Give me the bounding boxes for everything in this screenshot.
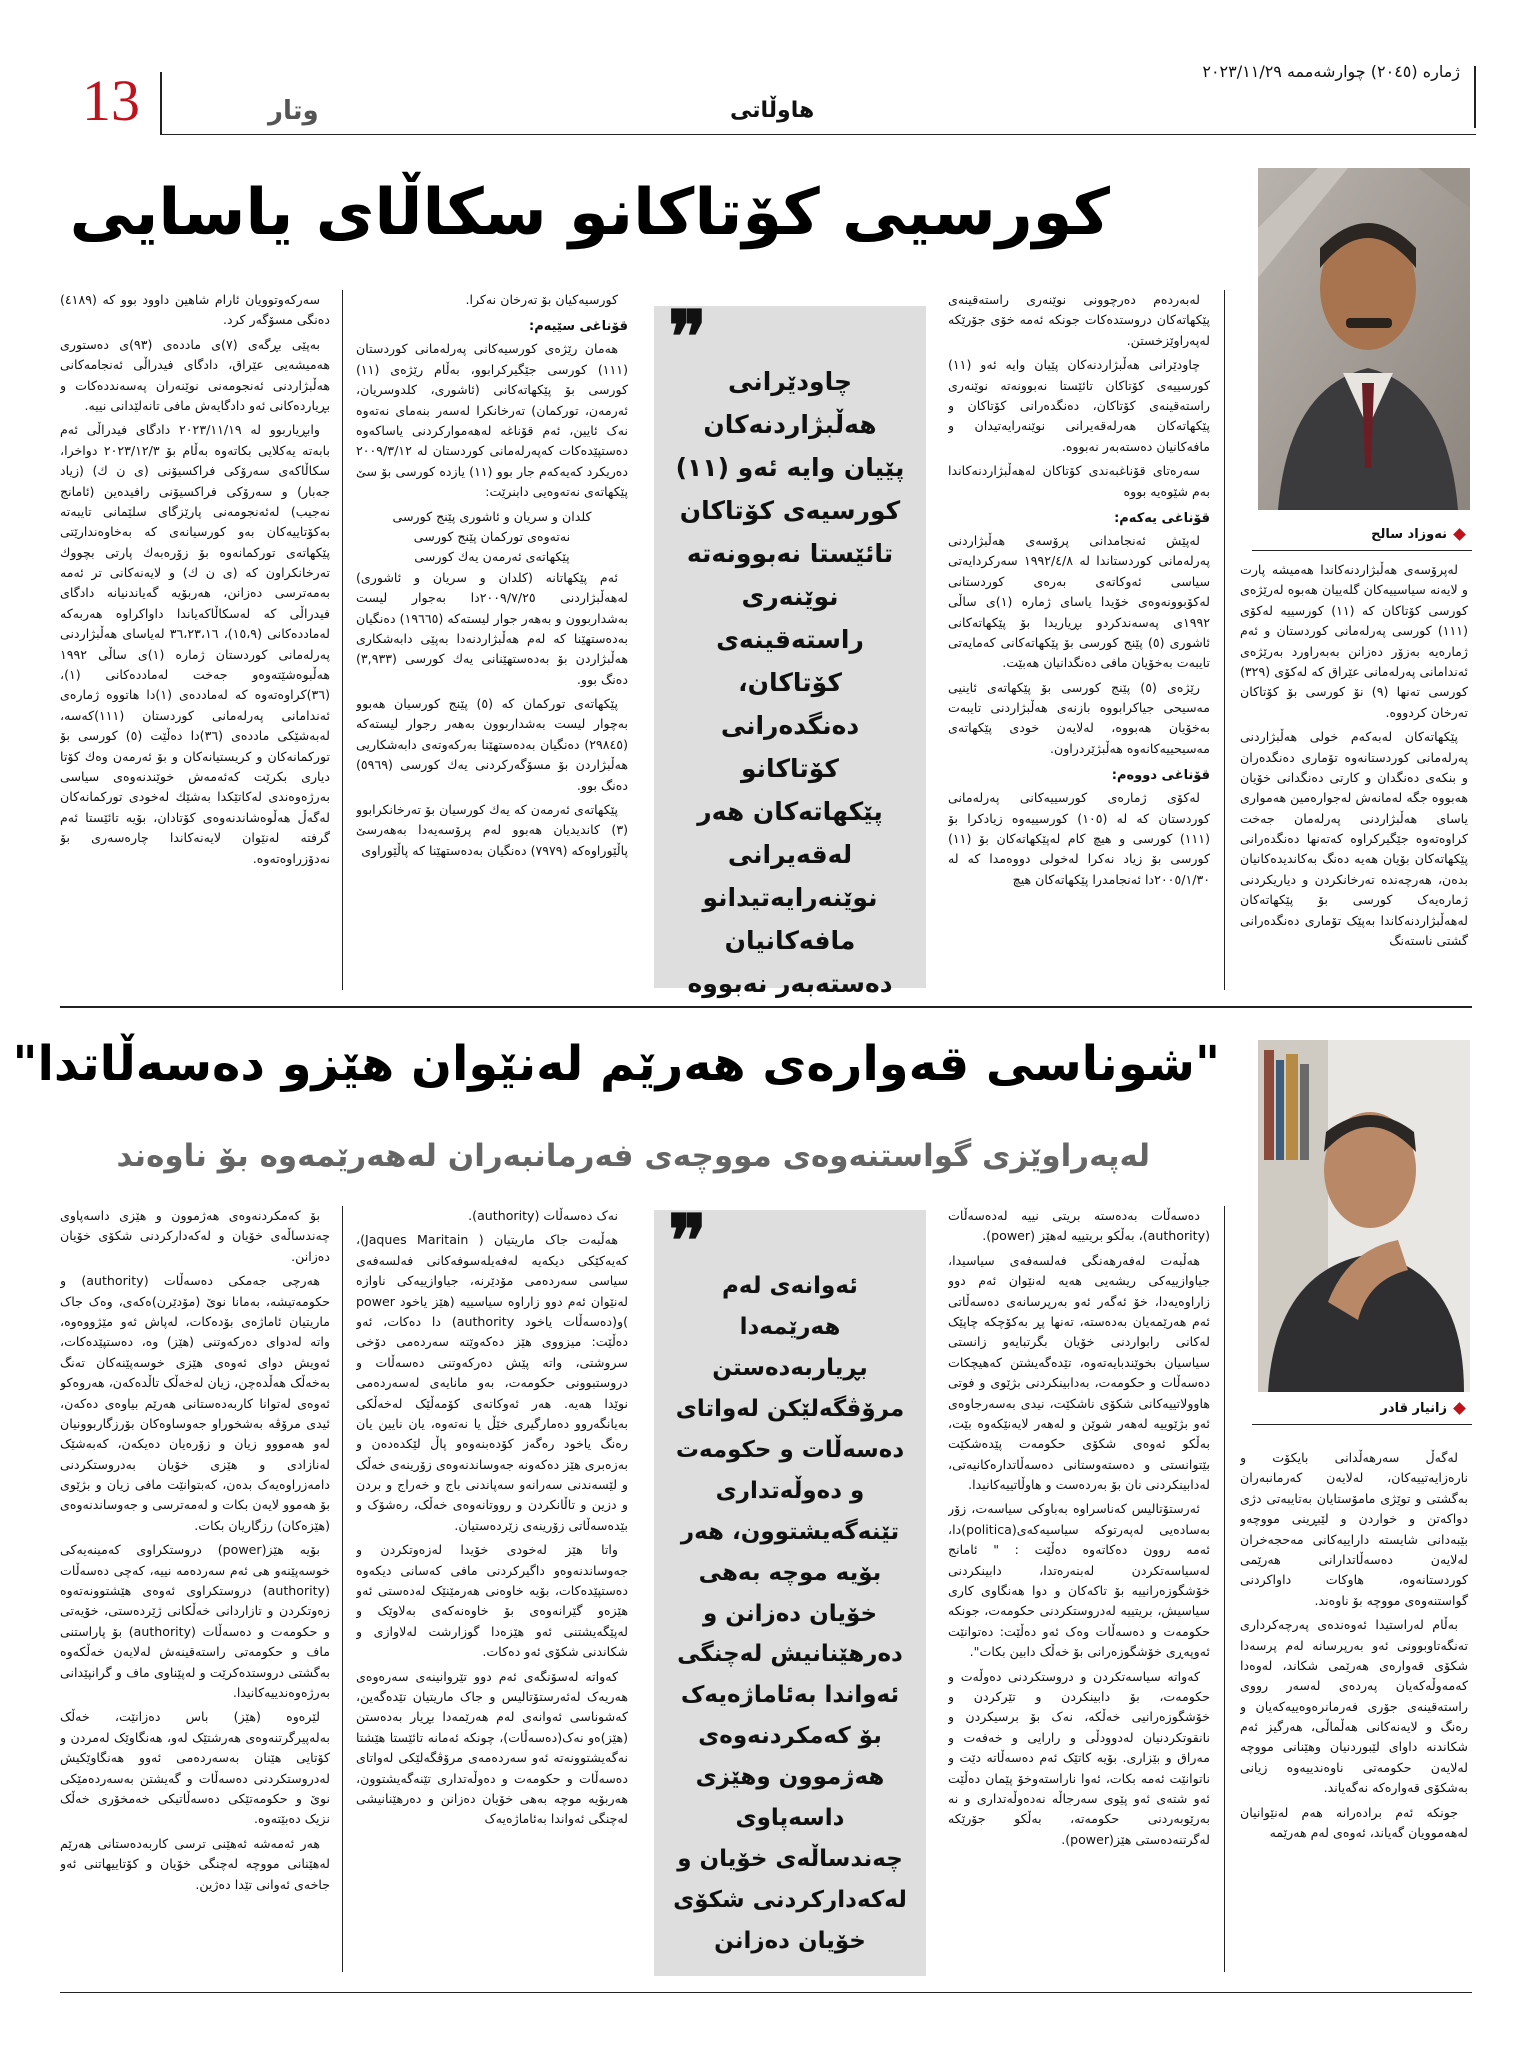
author1-name-tag <box>1252 518 1472 550</box>
a1-column-3 <box>356 290 628 990</box>
article2-subtitle: لەپەراوێزی گواستنەوەی مووچەی فەرمانبەران لەهەرێمەوە بۆ ناوەند <box>116 1138 1150 1174</box>
a1-c3-p4: پێكهاتەی ئەرمەن كە یەك كورسیان بۆ تەرخانكرابوو (٣) كاندیدیان هەبوو لەم پرۆسەیەدا بەهەرسێ پاڵێوراوەكە (٧٩٧٩) دەنگیان بەدەستهێنا كە پاڵێوراوی <box>356 802 628 858</box>
a2-c3-p2: هەڵبەت جاک ماریتیان ( Jaques Maritain)، کەیەکێکی دیکەیە لەفەیلەسوفەکانی فەلسەفەی سیاسی سەردەمی مۆدێرنە، جیاوازییەکی ناوازە لەنێوان ئەم دوو زاراوە سیاسییە (هێز یاخود power )و(دەسەڵات یاخود authority) دا دەکات، ئەو دەڵێت: میزووی هێز دەکەوێتە سەردەمی دۆخی سروشتی، واتە پێش دەرکەوتنی دەسەڵات و دروستبوونی حکومەت، بەو مانایەی لەسەردەمی نوێدا هەیە. هەر ئەوکاتەی کۆمەڵێک لەخەڵکی بەیانگەروو دەمارگیری خێڵ یا نەتەوە، یان نایین یان رەنگ یاخود رەگەز کۆدەبنەوەو پاڵ لێکدەدەن و بەزەبری هێز دەکەونە جەوساندنەوەی زۆرینەی خەڵک و لێسەندنی سەرانەو سەپاندنی باج و خەراج و بردن و دزین و تاڵانکردن و رووتانەوەی خەڵک، رەشۆک و بێدەسەڵاتی زۆرینەی زێردەستیان. <box>356 1232 628 1533</box>
header-rule <box>160 134 1476 135</box>
author1-name: نەوزاد سالح <box>1371 526 1447 542</box>
a1-column-1 <box>1240 560 1468 990</box>
a1-c3-list-1: كلدان و سریان و ئاشوری پێنج كورسی <box>392 508 592 524</box>
a1-c3-p0: کورسیەکیان بۆ تەرخان نەکرا. <box>465 292 618 307</box>
a1-c3-p3: پێكهاتەی توركمان كە (٥) پێنج كورسیان هەبوو بەچوار لیست بەشداربوون بەهەر رجوار لیستەكە (٢٩٨٤٥) دەنگیان بەدەستهێنا بەركەوتەی دابەشكاریی هەڵبژاردن بۆ مسۆگەركردنی یەك كورسی (٥٩٦٩) دەنگ بوو. <box>356 696 628 793</box>
a2-c4-p3: بۆیە هێز(power) دروستکراوی کەمینەیەکی خوسەپێنەو هی ئەم سەردەمە نییە، کەچی دەسەڵات (authority) دروستکراوی ئەوەی هێشتوونەتەوە زەوتکردن و تازاردانی خەڵکانی ژێردەستی، خۆیەتی و حکومەت و دەسەڵات (authority) بۆ پاراستنی ماف و حکومەتی راستەقینەش لەلایەن خەڵکەوە بەگشتی دروستدەکرێت و لەپێناوی ماف و گرانپێدانی بەرژەوەندییەکانیدا. <box>60 1542 330 1700</box>
a2-column-2 <box>948 1206 1210 1980</box>
a1-col-divider-2 <box>342 290 343 990</box>
a2-c3-p3: واتا هێز لەخودی خۆیدا لەزەوتکردن و جەوساندنەوەو داگیرکردنی مافی کەسانی دیکەوە دەستپێدەکات، بۆیە خاوەنی هەرمێنێک لەدەستی ئەو هێزەو گێرانەوەی بۆ خاوەنەکەی بەلاوێک و لەپێگەیشتنی ئەو هێزەدا گوزارشت لەلاوازی و شکاندنی شکۆی ئەو دەکات. <box>356 1542 628 1660</box>
a2-c4-p4: لێرەوە (هێز) باس دەزانێت، خەڵک بەلەپیرگرتنەوەی هەرشتێک لەو، هەنگاوێک لەمردن و کۆتایی هێنان بەسەردەمی ئەوو هەنگاوێکیش لەدروستکردنی دەسەڵات و گەیشتن بەسەردەمێکی نوێ و حکومەتێکی دەسەڵاتیکی خەمخۆری خەڵک نزیک دەبێتەوە. <box>60 1709 330 1827</box>
a2-c4-p2: هەرچی جەمکی دەسەڵات (authority) و حکومەتیشە، بەمانا نوێ (مۆدێرن)ەکەی، وەک جاک ماریتیان ئاماژەی بۆدەکات، لەپاش ئەو مێژووەوە، واتە لەدوای دەرکەوتنی (هێز) وە، دەستپێدەکات، ئەویش دوای ئەوەی هێزی خوسەپێنەکان تەنگ بەخەڵک هەڵدەچن، زیان لەخەڵک تاڵدەکەن، هەروەکو ئەوەی لەتوانا کاربەدەستانی هەرێم بیاوەی دەکەن، ئیدی مرۆڤە بەشخوراو جەوساوەکان بۆرزگاربوونیان لەو هەمووو زیان و زۆرەیان دەیکەن، کەبەشێک لەنازادی و هێزی خۆیان بەدروستکردنی دامەزراوەیەک بدەن، کەبتوانێت مافی زیان و بژێوی بۆ هەموو لایەن بکات و لەمەترسی و جەوساندنەوەی (هێزەکان) رزگاریان بکات. <box>60 1273 330 1533</box>
a1-c2-p4: لەپێش ئەنجامدانی پرۆسەی هەڵبژاردنی پەرلەمانی کوردستاندا لە ١٩٩٢/٤/٨ سەرکردایەتی سیاسی ئەوکاتەی بەرەی کوردستانی لەکۆبوونەوەی خۆیدا یاسای ژمارە (١)ی ساڵی ١٩٩٢ی پەسەندکردو بڕیاریدا بۆ پێکهاتەکانی ئاشوری (٥) پێنج کورسی بۆ پێکهاتەکانی کەمایەتی تایبەت بەخۆیان مافی دەنگدانیان هەبێت. <box>948 532 1210 671</box>
a1-c3-p2: ئەم پێکهاتانە (كلدان و سریان و ئاشوری) لەهەڵبژاردنی ٢٠٠٩/٧/٢٥دا بەجوار لیست بەشداربوون و بەهەر جوار لیستەكە (١٩٦٦٥) دەنگیان بەدەستهێنا كە لەم هەڵبژاردنەدا بەپێی دابەشكاری هەڵبژاردن بۆ بەدەستهێنانی یەك كورسی (٣,٩٣٣) دەنگ بوو. <box>356 569 628 687</box>
a2-c2-p3: ئەرستۆتالیس کەناسراوە بەباوکی سیاسەت، زۆر بەسادەیی لەپەرتوکە سیاسیەکەی(politica)دا، ئەمە روون دەکاتەوە دەڵێت : " ئامانج لەسیاسەتکردن لەبنەرەتدا، دابینکردنی خۆشگوزەرانییە بۆ تاکەکان و دوا هەنگاوی کاری سیاسیش، بریتییە لەدروستکردنی حکومەت، جونکە حکومەت و دەسەڵات وەک ئەو دەڵێت: دەتوانێت ئەوپەڕی خۆشگوزەرانی بۆ خەڵک دابین بکات". <box>948 1501 1210 1660</box>
a2-c1-p3: جونکە ئەم برادەرانە هەم لەنێوانیان لەهەموویان گەیاند، ئەوەی لەم هەرێمە <box>1240 1804 1468 1841</box>
newspaper-logo: هاوڵاتی <box>730 98 815 123</box>
author2-photo <box>1258 1040 1470 1392</box>
a1-c4-p2: بەپێی بڕگەی (٧)ی ماددەی (٩٣)ی دەستوری هەمیشەیی عێراق، دادگای فیدراڵی ئەنجامەكانی هەڵبژاردنی ئەنجومەنی نوێنەران پەسەنددەكات و بڕیاردەكانی ئەو دادگایەش مافی تانەلێدانی نییە. <box>60 336 330 413</box>
a2-c3-p4: کەواتە لەسۆنگەی ئەم دوو تێروانینەی سەرەوەی هەریەک لەئەرستۆتالیس و جاک ماریتیان تێدەگەین، کەشوناسی ئەوانەی لەم هەرێمەدا بڕیار بەدەستن (هێز)ەو نەک(دەسەڵات)، چونکە ئەمانە تائێستا هێشتا نەگەیشتوونەتە ئەو سەردەمەی مرۆڤگەلێکی لەواتای دەسەڵات و حکومەت و دەوڵەتداری تێنەگەیشتوون، هەربۆیە موچە بەهی خۆیان دەزانن و دەرهێنانیشی لەچنگی ئەواندا بەئاماژەیەک <box>356 1668 628 1827</box>
man-portrait-photo-icon <box>1258 168 1470 510</box>
a1-c4-p1: سەركەوتوویان ئارام شاهین داوود بوو كە (٤١٨٩) دەنگی مسۆگەر كرد. <box>60 292 330 328</box>
a2-c2-p4: کەواتە سیاسەتکردن و دروستکردنی دەوڵەت و حکومەت، بۆ دابینکردن و تێرکردن و خۆشگوزەرانیی خەڵکە، نەک بۆ برسیکردن و نانقوتکردنیان لەدوودڵی و رارایی و خەفەت و مەراق و بێزاری. بۆیە کاتێک ئەم دەسەڵاتە دێت و ناتوانێت ئەمە بکات، ئەوا ناراستەوخۆ پێمان دەڵێت ئەو شتەی ئەو پێوی سەرجاڵە نەدەوڵەتداری و نە بەرێوبەردنی حکومەتە، بەڵکو جۆرێکە لەگرتنەدەستی هێز(power). <box>948 1668 1210 1847</box>
a2-column-3 <box>356 1206 628 1980</box>
author2-name-tag <box>1252 1392 1472 1424</box>
a1-c3-heading: قۆناغی سێیەم: <box>529 319 628 335</box>
article2-title: "شوناسی قەوارەی هەرێم لەنێوان هێزو دەسەڵاتدا" <box>12 1036 1220 1092</box>
a1-c2-p3: سەرەتای قۆناغبەندی کۆتاکان لەهەڵبژاردنەکاندا بەم شێوەیە بووە <box>948 463 1210 499</box>
author2-name: زانیار قادر <box>1380 1400 1447 1416</box>
a2-c2-p1: دەسەڵات بەدەستە بریتی نییە لەدەسەڵات (authority)، بەڵکو بریتییە لەهێز (power). <box>948 1208 1210 1244</box>
a1-c2-heading-2: قۆناغی دووەم: <box>1111 768 1210 784</box>
footer-rule <box>60 1992 1472 1993</box>
a2-quote-text: ئەوانەی لەم هەرێمەدا بڕیاربەدەستن مرۆڤگەلێکن لەواتای دەسەڵات و حکومەت و دەوڵەتداری تێنەگەیشتوون، هەر بۆیە موچە بەهی خۆیان دەزانن و دەرهێنانیش لەچنگی ئەواندا بەئاماژەیەک بۆ کەمکردنەوەی هەژموون وهێزی داسەپاوی چەندساڵەی خۆیان و لەکەدارکردنی شکۆی خۆیان دەزانن <box>673 1273 907 1954</box>
a2-column-4 <box>60 1206 330 1980</box>
section-label: وتار <box>268 96 319 126</box>
author2-tag-underline <box>1252 1424 1472 1425</box>
quote-mark-icon: ❞ <box>668 298 707 378</box>
quote-mark-icon: ❞ <box>668 1202 707 1282</box>
article1-title: کورسیی کۆتاکانو سکاڵای یاسایی <box>69 176 1110 250</box>
diamond-icon <box>1453 528 1466 541</box>
a2-column-1 <box>1240 1448 1468 1980</box>
a1-c1-p2: پێکهاتەکان لەبەکەم خولی هەڵبژاردنی پەرلەمانی کوردستانەوە تۆماری دەنگدەران و بنکەی دەنگدان و کارتی دەنگدانی خۆیان هەبووە جگە لەمانەش لەجوارەمین هەمواری یاسای هەڵبژاردنی پەرلەمان جەخت کراوەتەوە جێگیرکراوە کەتەنها دەنگدەرانی پێکهاتەکان بۆیان هەیە دەنگ بەکاندیدەکانیان بدەن، هەرچەندە تەرخانکردن و دیاریکردنی ژمارەیەک کورسی بۆ پێکهاتەکان لەهەڵبژاردنەکاندا بەپێک تۆماری دەنگدەرانی گشتی ناستەنگ <box>1240 729 1468 949</box>
a1-c2-heading-1: قۆناغی یەکەم: <box>1114 510 1210 526</box>
a1-c1-p1: لەپرۆسەی هەڵبژاردنەکاندا هەمیشە پارت و لایەنە سیاسییەکان گلەییان هەبوە لەرێژەی کورسی کۆتاکان کە (١١) کورسییە لەکۆی (١١١) کورسی پەرلەمانی کوردستان و ئەم ژمارەیە بەزۆر دەزانن بەبەراورد بەرێژەی ئەندامانی پەرلەمانی عێراق کە لەکۆی (٣٢٩) کورسی تەنها (٩) نۆ کورسی بۆ کۆتاکان تەرخان کردووە. <box>1240 562 1468 720</box>
a1-column-4 <box>60 290 330 990</box>
a1-pull-quote <box>654 298 926 998</box>
a2-c1-p1: لەگەڵ سەرهەڵدانی بایکۆت و نارەزایەتییەکان، لەلایەن کەرمانبەران بەگشتی و توێژی مامۆستایان بەتایبەتی دژی دواکەتن و خواردن و لێبڕینی مووچەو بێبەدانی شایستە داراییەکانی مەحجەخران لەلایەن دەسەڵاتدارانی هەرێمی کوردستانەوە، هاوکات داواکردنی گواستنەوەی مووچە بۆ ناوەند. <box>1240 1450 1468 1608</box>
a2-col-divider-2 <box>342 1206 343 1972</box>
a1-c2-p1: لەبەردەم دەرچوونی نوێنەری راستەقینەی پێکهاتەکان دروستدەکات جونکە ئەمە خۆی جۆرێکە لەپەراوێزخستن. <box>948 292 1210 348</box>
page-number: 13 <box>82 68 140 133</box>
diamond-icon <box>1453 1402 1466 1415</box>
a2-c1-p2: بەڵام لەراستیدا ئەوەندەی پەرچەکرداری تەنگەتاوبوونی ئەو بەرپرسانە لەم پرسەدا شکۆی قەوارەی هەرێمی شکاند، لەوەدا کەمەوڵەکەیان پەردەی لەسەر رووی راستەقینەی جۆری فەرمانرەوەییەکەیان و رەنگ و لایەنەکانی هەڵماڵی، هەرگیز ئەم شکاندنە داوای لێبوردنیان وهێنانی مووچە لەلایەن حکومەتی ناوەندییەوە زیانی بەشکۆی قەوارەکە نەگەیاند. <box>1240 1617 1468 1796</box>
a1-column-2 <box>948 290 1210 990</box>
a2-c4-p1: بۆ کەمکردنەوەی هەژموون و هێزی داسەپاوی چەندساڵەی خۆیان و لەکەدارکردنی شکۆی خۆیان دەزانن. <box>60 1208 330 1264</box>
a2-c2-p2: هەڵبەت لەفەرهەنگی فەلسەفەی سیاسیدا، جیاوازییەکی ریشەیی هەیە لەنێوان ئەم دوو زاراوەیەدا، خۆ ئەگەر ئەو بەرپرسانەی دەسەڵاتی ئەم هەرێمەیان بەدەستە، تەنها پڕ بەکۆچکە چاپێک لەکانی رابواردنی خۆیان بگرتبایەو زانستی سیاسیان بخوێندبایەتەوە، تێدەگەیشتن کەهیچکات دەسەڵات و حکومەت، بەدابینکردنی بژێوی و فوتی هاوولاتییەکانی شکۆی ناشکێت، نیدی بەسەرجاوەی ئەو بژێوییە لەهەر شوێن و لەهەر لایەنێکەوە بێت، بەڵکو ئەوەی شکۆی حکومەت پێدەشکێت بێتوانستی و دەستەوستانی دەسەڵاتدارەکانیەتی، لەدابینکردنی نان بۆ بەردەست و هاوڵاتییەکانیدا. <box>948 1252 1210 1493</box>
a1-c2-p2: چاودێرانی هەڵبژاردنەکان پێیان وایە ئەو (١١) کورسییەی کۆتاکان تائێستا نەبوونەتە نوێنەری راستەقینەی کۆتاکان، دەنگدەرانی کۆتاکان و پێکهاتەکان هەرلەقەیرانی نوێنەرایەتیدان و مافەکانیان دەستەبەر نەبووە. <box>948 357 1210 454</box>
a1-c3-p1: هەمان رێژەی کورسیەکانی پەرلەمانی کوردستان (١١١) کورسی جێگیرکرابوو، بەڵام رێژەی (١١) کورسی بۆ پێکهاتەکانی (ئاشوری، کلدوسریان، ئەرمەن، تورکمان) تەرخانکرا لەسەر بنەمای نەتەوە نەک ئایین، ئەم قۆناغە لەهەمواركردنی یاساكەوە دەستپێدەكات كەپەرلەمانی كوردستان لە ٢٠٠٩/٣/١٢ دەریكرد كەیەكەم جار بوو (١١) یازدە كورسی بۆ سێ پێكهاتەی نەتەوەیی دابنرێت: <box>356 341 628 500</box>
a2-pull-quote <box>654 1202 926 1976</box>
a2-c4-p5: هەر ئەمەشە ئەهێنی ترسی کاربەدەستانی هەرێم لەهێنانی مووچە لەچنگی خۆیان و کۆتاییهاتنی ئەو جاخەی ئەوانی تێدا دەژین. <box>60 1835 330 1892</box>
a2-col-divider-1 <box>1224 1206 1225 1972</box>
a1-col-divider-1 <box>1224 290 1225 990</box>
a1-c2-p6: لەکۆی ژمارەی کورسییەکانی پەرلەمانی کوردستان کە لە (١٠٥) کورسییەوە زیادکرا بۆ (١١١) کورسی و هیچ کام لەپێکهاتەکان بۆ (١١) کورسی بۆ زیاد نەکرا لەخولی دووەمدا کە لە ٢٠٠٥/١/٣٠دا ئەنجامدرا پێکهاتەکان هیچ <box>948 790 1210 887</box>
page-number-divider <box>160 72 162 134</box>
a1-c4-p3: وابڕیاربوو لە ٢٠٢٣/١١/١٩ دادگای فیدراڵی ئەم بابەتە یەكلایی بكاتەوە بەڵام بۆ ٢٠٢٣/١٢/٣ دواخرا، سكاڵاكەی سەرۆكی فراكسیۆنی (ی ن ك) (زیاد جەبار) و سەرۆكی فراكسیۆنی رافیدەین (ئامانج نەجیب) لەئەنجومەنی پارێزگای سلێمانی تایبەتە بەكۆتاییەكان بەو كورسیانەی كە بەخاوەندارێتی پێكهاتەی توركمانەوە بۆ زۆرەبەك پارتی بچووك تەرخانكراون كە (ی ن ك) و لایەنەكانی تر ئەمە بەمەترسی دەزانن، هەربۆیە گەیاندنیانە دادگای فیدراڵی كە لەسكاڵاكەیاندا داواكراوە هەربەكە لەماددەكانی (١٥،٩)، ٣٦،٢٣،١٦ لەیاسای هەڵبژاردنی پەرلەمانی كوردستان ژمارە (١)ی ساڵی ١٩٩٢ هەڵبوەشێتەوەو جەخت لەماددەكانی (١)،(٣٦)كراوەتەوە كە لەماددەی (١)دا هاتووە ژمارەی ئەندامانی پەرلەمانی كوردستان (١١١)كەسە، لەبەشێكی ماددەی (٣٦)دا دەڵێت (٥) كورسی بۆ توركمانەكان و كریستیانەكان و بۆ ئەرمەن وەك كۆتا دیاری بكرێت كەئەمەش خوێندنەوەی سیاسی بەرژەوەندی لەكاتێكدا بەشێك لەخودی توركمانەكان لەگەڵ هەڵوەشاندنەوەی كۆتادان، بۆیە تائێستا ئەم گرفتە لەنێوان لایەنەكاندا چارەسەری بۆ نەدۆزراوەتەوە. <box>60 422 330 866</box>
issue-info: ژمارە (٢٠٤٥) چوارشەممە ٢٠٢٣/١١/٢٩ <box>1202 62 1460 81</box>
a1-quote-text: چاودێرانی هەڵبژاردنەکان پێیان وایە ئەو (١١) کورسیەی کۆتاکان تائێستا نەبوونەتە نوێنەری راستەقینەی کۆتاکان، دەنگدەرانی کۆتاکانو پێکهاتەکان هەر لەقەیرانی نوێنەرایەتیدانو مافەکانیان دەستەبەر نەبووە <box>675 367 905 998</box>
man-portrait-hand-on-chin-photo-icon <box>1258 1040 1470 1392</box>
a1-c3-list-3: پێكهاتەی ئەرمەن یەك كورسی <box>414 549 570 565</box>
a2-c3-p1: نەک دەسەڵات (authority). <box>468 1208 618 1223</box>
a1-c2-p5: رێژەی (٥) پێنج کورسی بۆ پێکهاتەی ئاینیی مەسیحی جیاکرابووە بازنەی هەڵبژاردنی تایبەت بەخۆیان هەبووە، لەلایەن خودی پێکهاتەی مەسیحییەکانەوە هەڵبژێردراون. <box>948 679 1210 756</box>
article-separator <box>60 1006 1472 1008</box>
author1-photo <box>1258 168 1470 510</box>
a1-c3-list-2: نەتەوەی توركمان پێنج كورسی <box>413 528 571 544</box>
author1-tag-underline <box>1252 550 1472 551</box>
header-corner-vertical <box>1474 66 1476 128</box>
